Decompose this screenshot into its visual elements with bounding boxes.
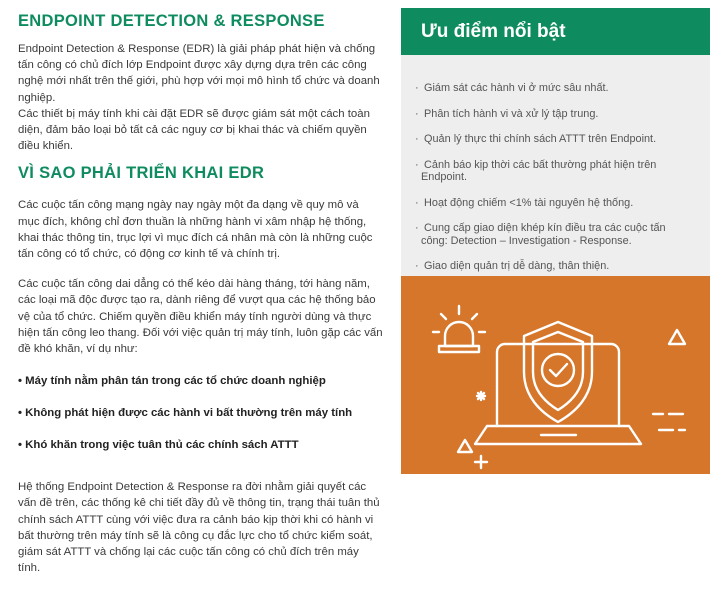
problem-bullet: • Máy tính nằm phân tán trong các tổ chức doanh nghiệp	[18, 375, 326, 388]
why-paragraph-2: Các cuộc tấn công dai dẳng có thể kéo dài hàng tháng, tới hàng năm, các loại mã độc được tạo ra, dành riêng để vượt qua các hệ thống bảo vệ của tổ chức. Chiếm quyền điều khiển máy tính người dùng và thực hiện tấn công leo thang. Đối với việc quản trị máy tính, luôn gặp các vấn đề khó khăn, ví dụ như:	[18, 278, 383, 356]
spark-icon	[477, 392, 485, 400]
problem-bullet: • Không phát hiện được các hành vi bất thường trên máy tính	[18, 407, 353, 420]
why-paragraph-1: Các cuộc tấn công mạng ngày nay ngày một đa dạng về quy mô và mục đích, không chỉ đơn thuần là những hành vi xâm nhập hệ thống, khai thác thông tin, trục lợi vì mục đích cá nhân mà còn là những cuộc tấn công có tổ chức, có động cơ kinh tế và chính trị.	[18, 199, 373, 261]
triangle-decor-icon	[669, 330, 685, 344]
triangle-decor-icon	[458, 440, 472, 452]
shield-icon	[524, 322, 592, 422]
problem-bullet: • Khó khăn trong việc tuân thủ các chính sách ATTT	[18, 439, 299, 452]
advantage-item: · Cảnh báo kịp thời các bất thường phát hiện trên Endpoint.	[415, 158, 657, 183]
page-title: ENDPOINT DETECTION & RESPONSE	[18, 12, 325, 30]
advantage-item: · Giao diện quản trị dễ dàng, thân thiện.	[415, 260, 610, 272]
advantages-panel	[401, 8, 710, 474]
section-title-why: VÌ SAO PHẢI TRIỂN KHAI EDR	[18, 164, 265, 183]
advantages-list	[401, 55, 710, 276]
advantage-item: · Cung cấp giao diện khép kín điều tra các cuộc tấn công: Detection – Investigation - Response.	[415, 222, 666, 247]
conclusion-paragraph: Hệ thống Endpoint Detection & Response ra đời nhằm giải quyết các vấn đề trên, các thống kê chi tiết đầy đủ về thông tin, trạng thái tuân thủ chính sách ATTT cùng với việc đưa ra cảnh báo kịp thời khi có hành vi bất thường trên máy tính sẽ là công cụ đắc lực cho tổ chức kiểm soát, giám sát ATTT và chống lại các cuộc tấn công có chủ đích trên máy tính.	[18, 481, 380, 575]
advantage-item: · Quản lý thực thi chính sách ATTT trên Endpoint.	[415, 133, 657, 145]
advantages-heading: Ưu điểm nổi bật	[401, 8, 710, 55]
advantage-item: · Hoạt động chiếm <1% tài nguyên hệ thống.	[415, 196, 634, 209]
alarm-light-icon	[433, 306, 485, 352]
intro-paragraph-2: Các thiết bị máy tính khi cài đặt EDR sẽ được giám sát một cách toàn diện, đảm bảo loại bỏ tất cả các nguy cơ bị khai thác và chiếm quyền điều khiển.	[18, 107, 370, 153]
advantage-item: · Giám sát các hành vi ở mức sâu nhất.	[415, 82, 609, 94]
illustration-panel	[401, 276, 710, 474]
left-column	[18, 12, 383, 576]
laptop-shield-alarm-icon	[401, 276, 710, 474]
advantage-item: · Phân tích hành vi và xử lý tập trung.	[415, 107, 599, 120]
intro-paragraph-1: Endpoint Detection & Response (EDR) là giải pháp phát hiện và chống tấn công có chủ đích lớp Endpoint được xây dựng dựa trên các công nghệ mới nhất trên thế giới, phù hợp với mọi mô hình tổ chức và doanh nghiệp.	[18, 43, 380, 104]
laptop-icon	[475, 344, 641, 444]
